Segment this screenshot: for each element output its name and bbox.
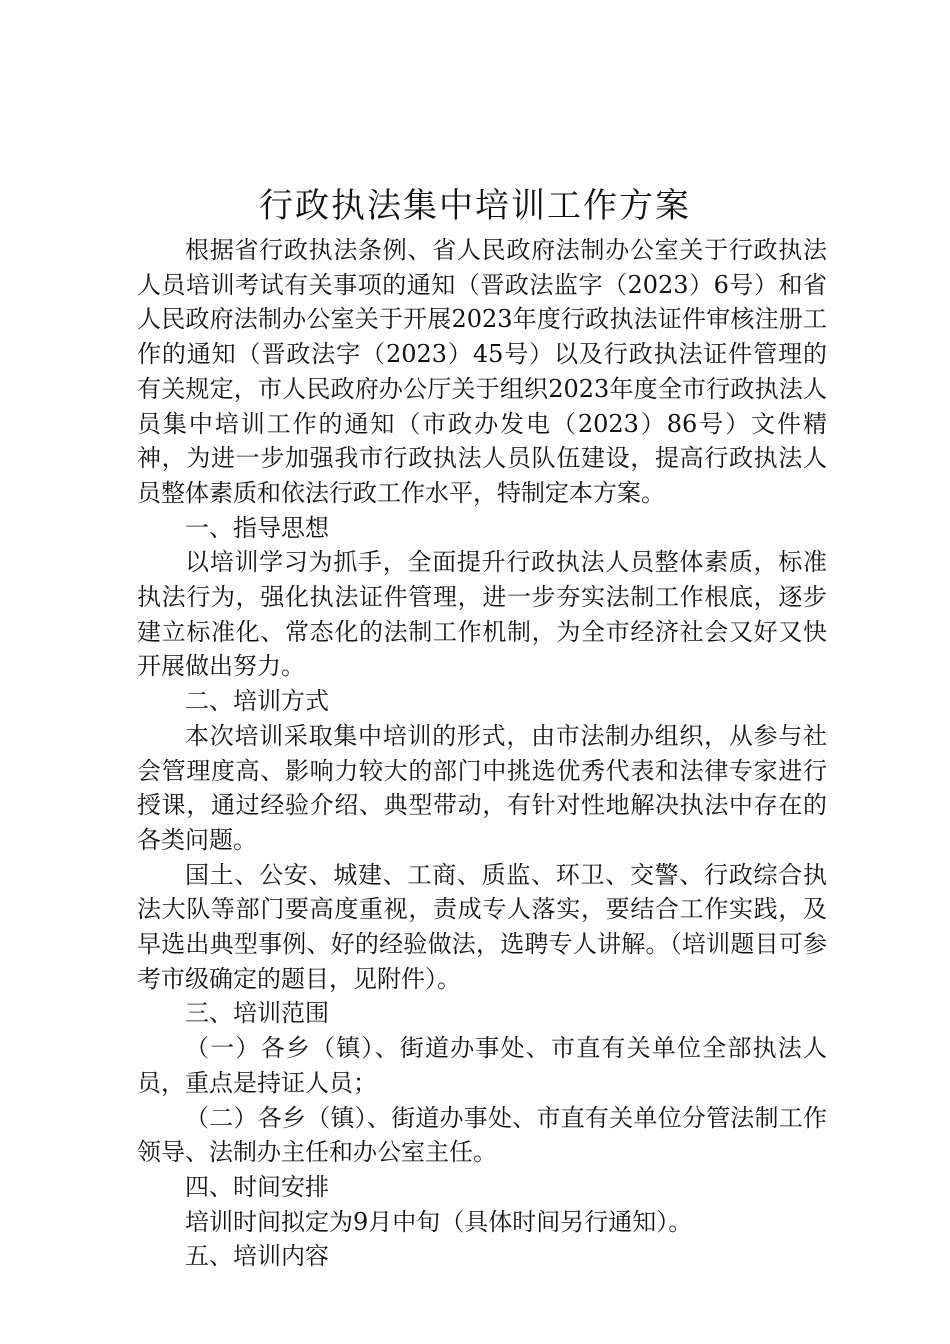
document-title: 行政执法集中培训工作方案 [259,186,691,226]
paragraph-intro: 根据省行政执法条例、省人民政府法制办公室关于行政执法人员培训考试有关事项的通知（晋政法监字（2023）6号）和省人民政府法制办公室关于开展2023年度行政执法证件审核注册工作的通知（晋政法字（2023）45号）以及行政执法证件管理的有关规定，市人民政府办公厅关于组织2023年度全市行政执法人员集中培训工作的通知（市政办发电（2023）86号）文件精神，为进一步加强我市行政执法人员队伍建设，提高行政执法人员整体素质和依法行政工作水平，特制定本方案。 [137,236,827,507]
paragraph-scope-item-2: （二）各乡（镇）、街道办事处、市直有关单位分管法制工作领导、法制办主任和办公室主任。 [137,1103,827,1167]
paragraph-guiding-ideology: 以培训学习为抓手，全面提升行政执法人员整体素质，标准执法行为，强化执法证件管理，进一步夯实法制工作根底，逐步建立标准化、常态化的法制工作机制，为全市经济社会又好又快开展做出努力。 [137,548,827,681]
paragraph-schedule: 培训时间拟定为9月中旬（具体时间另行通知）。 [185,1207,693,1236]
paragraph-scope-item-1: （一）各乡（镇）、街道办事处、市直有关单位全部执法人员，重点是持证人员； [137,1034,827,1097]
section-heading-training-method: 二、培训方式 [185,687,329,716]
section-heading-guiding-ideology: 一、指导思想 [185,513,329,542]
paragraph-training-method: 本次培训采取集中培训的形式，由市法制办组织，从参与社会管理度高、影响力较大的部门中挑选优秀代表和法律专家进行授课，通过经验介绍、典型带动，有针对性地解决执法中存在的各类问题。 [137,721,827,854]
document-body [137,233,827,1274]
paragraph-departments: 国土、公安、城建、工商、质监、环卫、交警、行政综合执法大队等部门要高度重视，责成专人落实，要结合工作实践，及早选出典型事例、好的经验做法，选聘专人讲解。（培训题目可参考市级确定的题目，见附件）。 [137,860,827,993]
section-heading-schedule: 四、时间安排 [185,1172,329,1201]
section-heading-training-content: 五、培训内容 [185,1242,329,1271]
section-heading-training-scope: 三、培训范围 [185,999,329,1028]
